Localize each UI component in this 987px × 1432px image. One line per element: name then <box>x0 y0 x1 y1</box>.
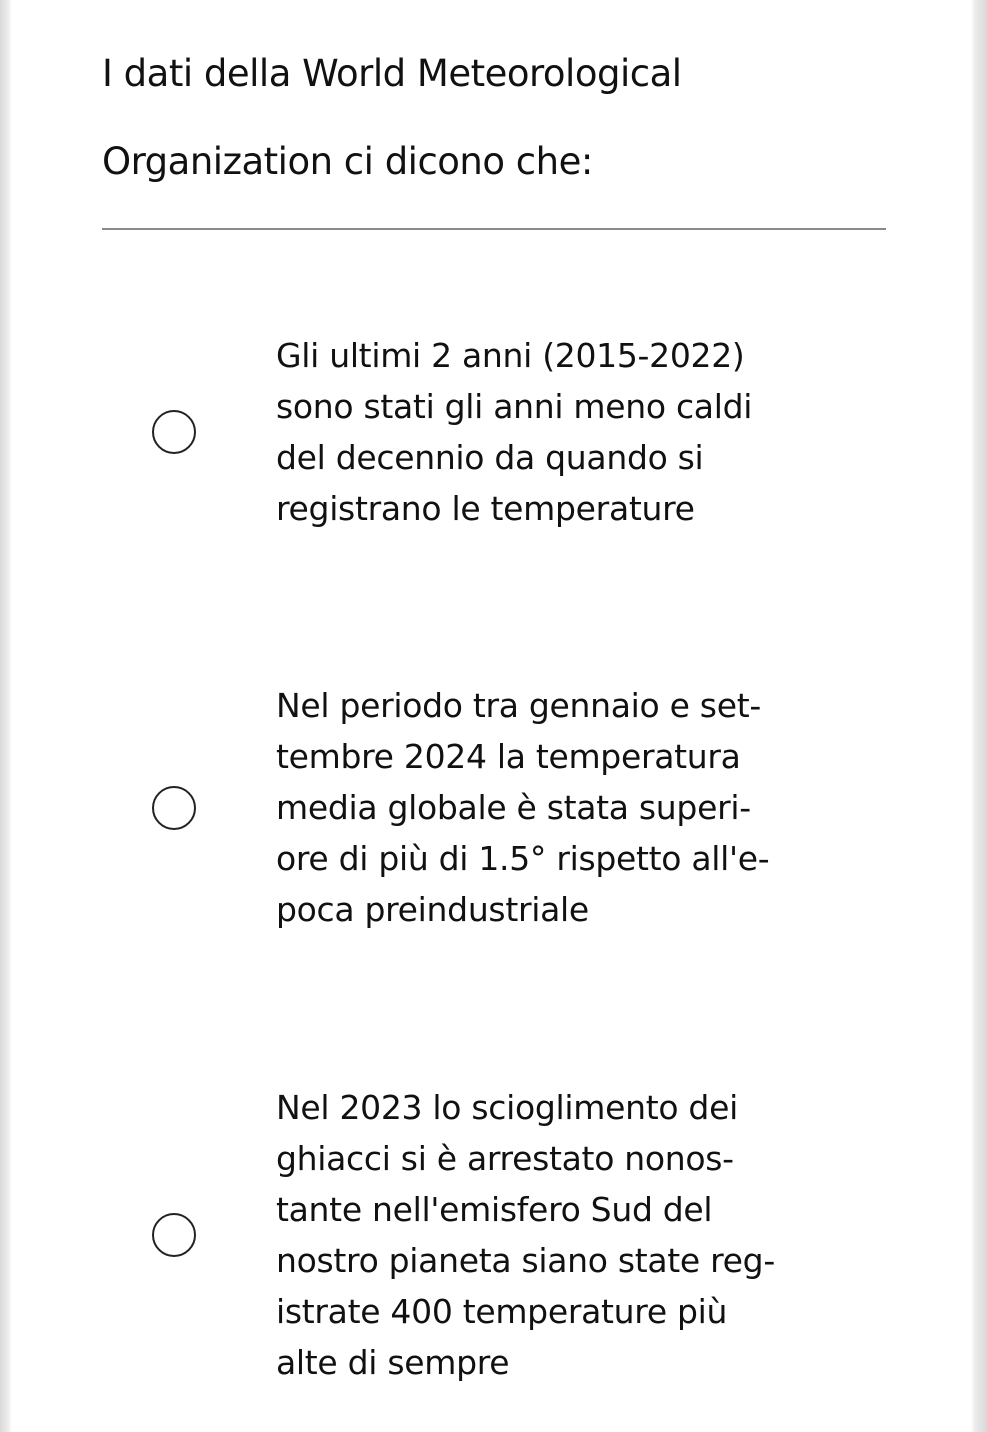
option-text-line: tembre 2024 la temperatura <box>276 737 741 776</box>
question-line: Organization ci dicono che: <box>102 140 593 183</box>
option-text-line: poca preindustriale <box>276 890 589 929</box>
option-text-line: Nel periodo tra gennaio e set- <box>276 686 761 725</box>
option-text-line: ore di più di 1.5° rispetto all'e- <box>276 839 770 878</box>
answer-option-label <box>276 1082 816 1388</box>
option-text-line: ghiacci si è arrestato nonos- <box>276 1139 734 1178</box>
radio-button[interactable] <box>152 786 196 830</box>
radio-button[interactable] <box>152 1213 196 1257</box>
divider <box>102 228 886 230</box>
option-text-line: media globale è stata superi- <box>276 788 751 827</box>
option-text-line: Nel 2023 lo scioglimento dei <box>276 1088 738 1127</box>
radio-button[interactable] <box>152 410 196 454</box>
option-text-line: Gli ultimi 2 anni (2015-2022) <box>276 336 745 375</box>
answer-option-1[interactable] <box>140 330 840 534</box>
answer-option-3[interactable] <box>140 1082 840 1388</box>
question-line: I dati della World Meteorological <box>102 52 682 95</box>
answer-option-label <box>276 330 816 534</box>
option-text-line: istrate 400 temperature più <box>276 1292 728 1331</box>
option-text-line: nostro pianeta siano state reg- <box>276 1241 775 1280</box>
option-text-line: tante nell'emisfero Sud del <box>276 1190 713 1229</box>
option-text-line: del decennio da quando si <box>276 438 704 477</box>
option-text-line: registrano le temperature <box>276 489 695 528</box>
answer-option-2[interactable] <box>140 680 840 935</box>
screen-edge-left <box>0 0 12 1432</box>
option-text-line: alte di sempre <box>276 1343 510 1382</box>
question-text <box>102 30 892 206</box>
screen-edge-right <box>971 0 987 1432</box>
option-text-line: sono stati gli anni meno caldi <box>276 387 753 426</box>
answer-option-label <box>276 680 816 935</box>
